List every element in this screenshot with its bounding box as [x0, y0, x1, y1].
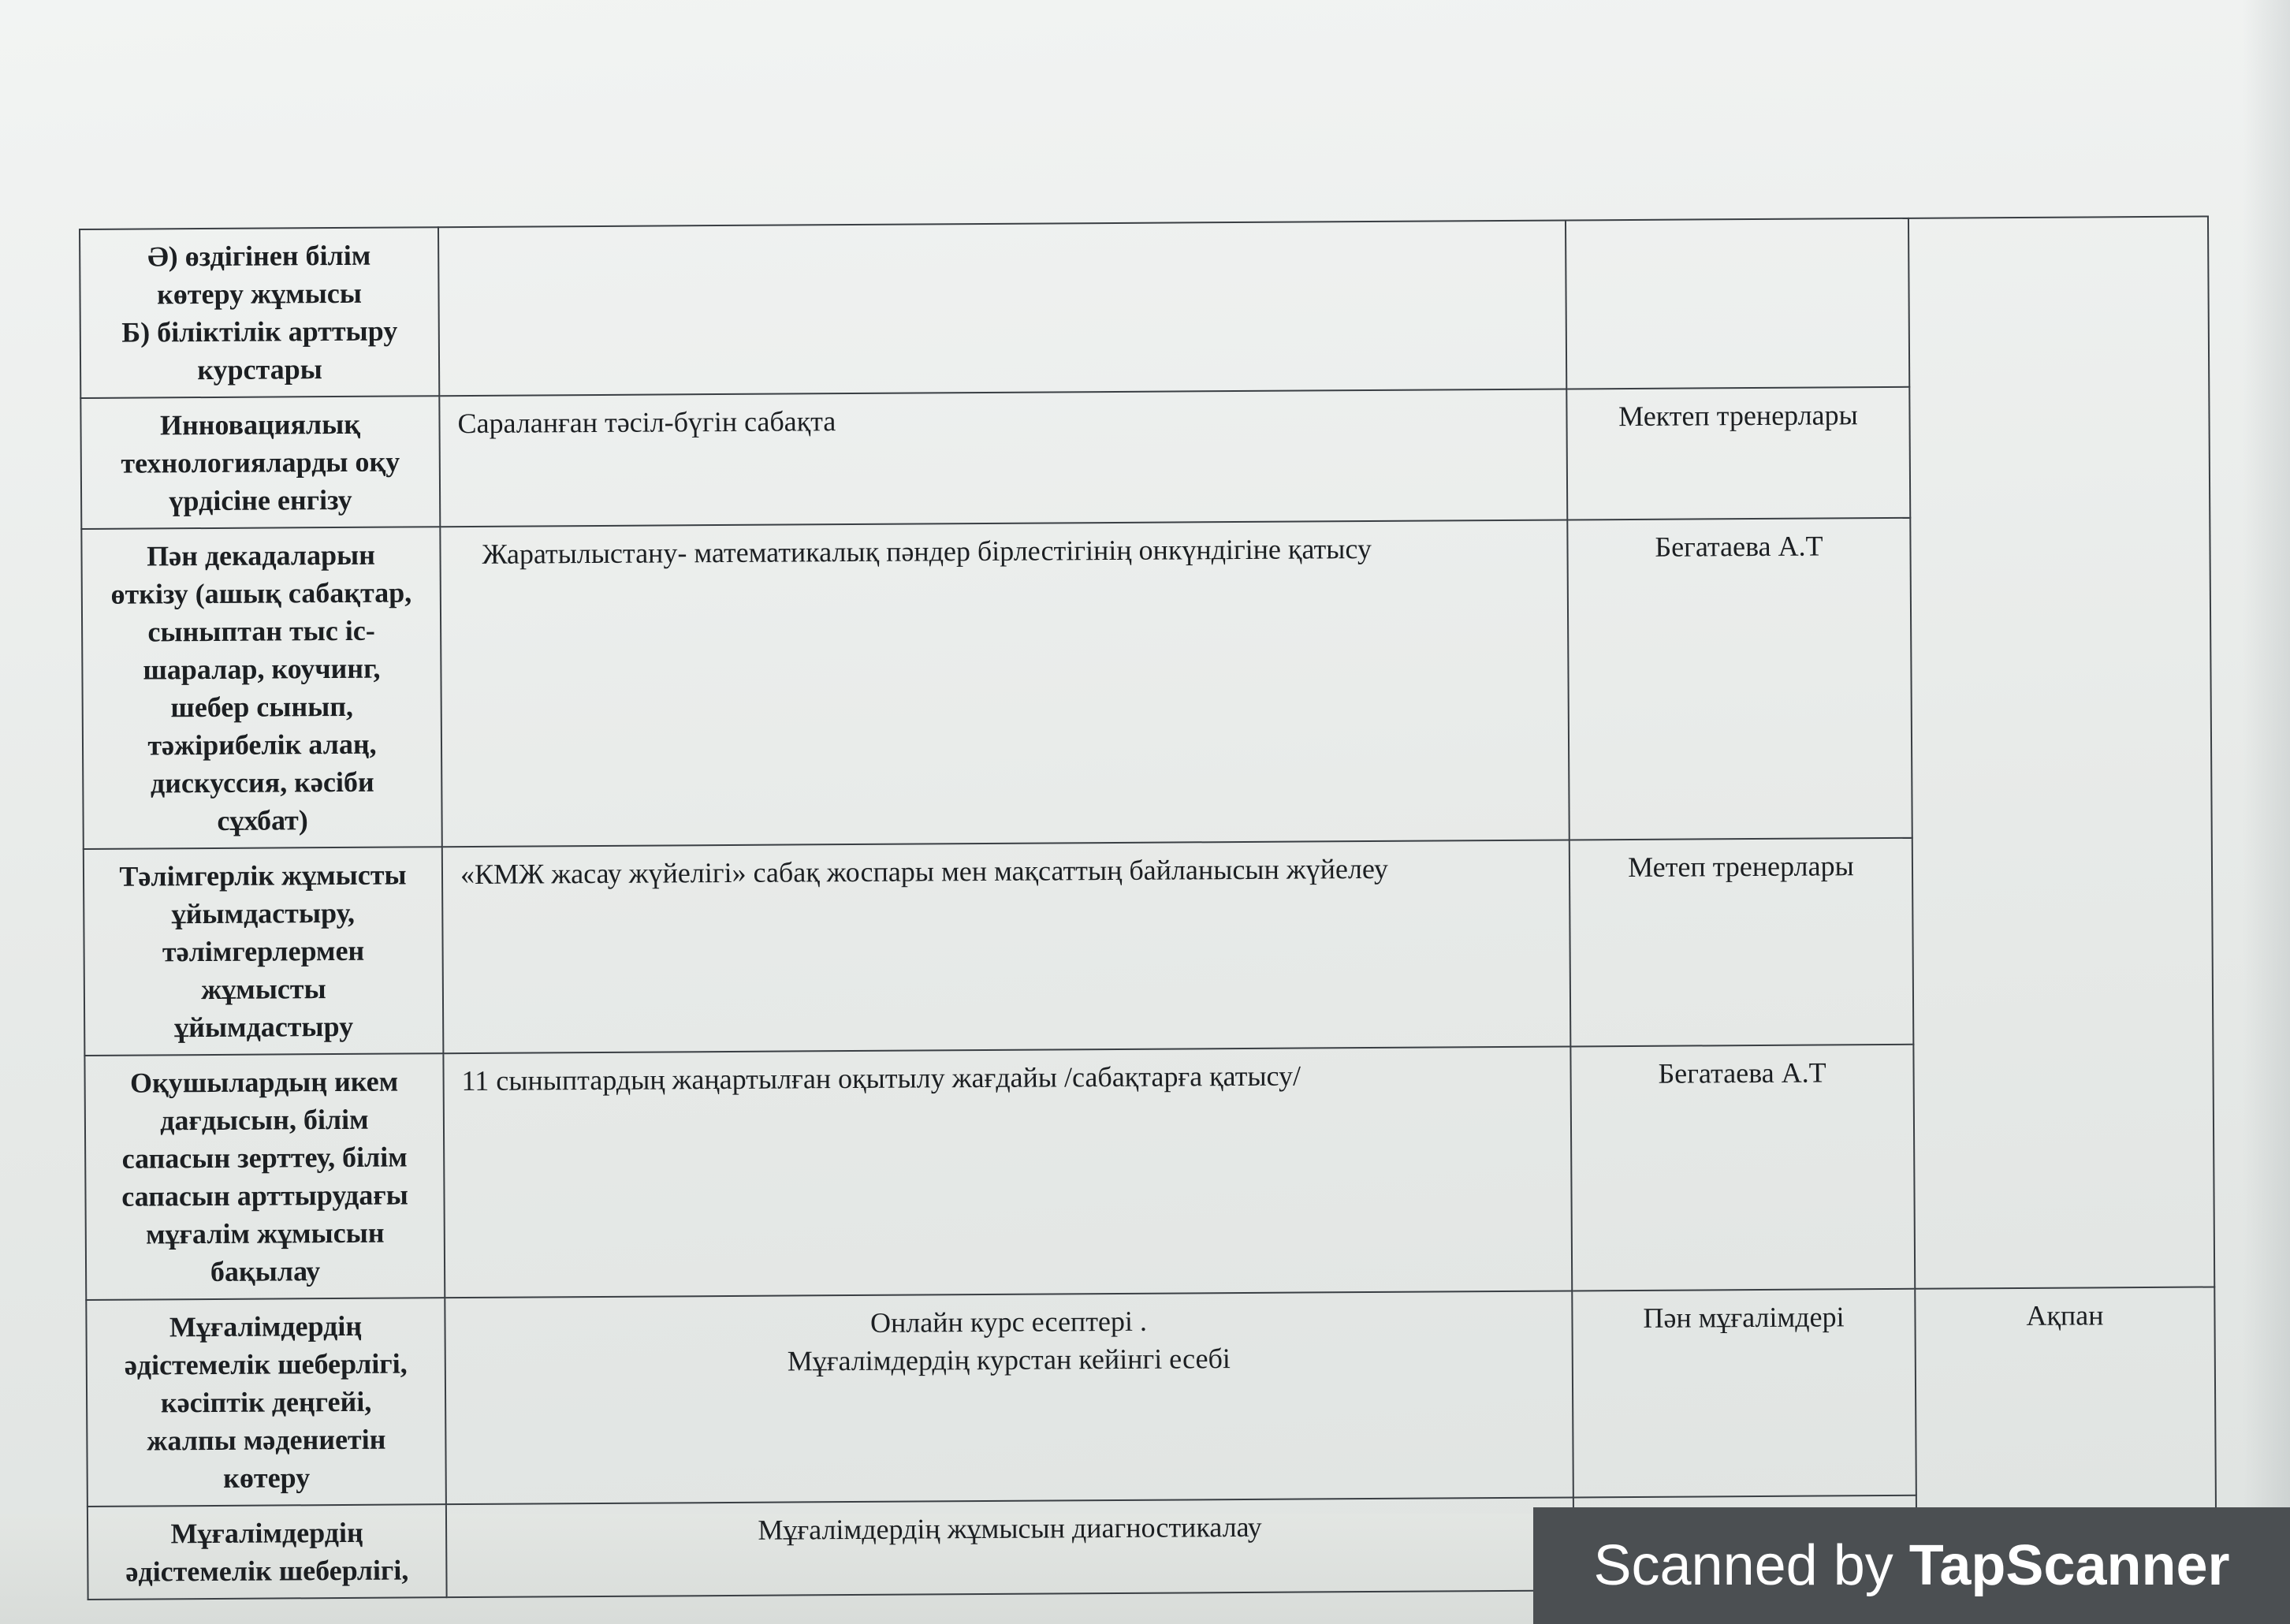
topic-line: жұмысты: [201, 973, 326, 1006]
topic-line: сапасын арттырудағы: [121, 1179, 408, 1212]
topic-line: бақылау: [210, 1255, 321, 1288]
content-line: Мұғалімдердің жұмысын диагностикалау: [758, 1510, 1262, 1546]
topic-line: ұйымдастыру: [174, 1010, 354, 1044]
term-cell: [1908, 217, 2214, 1289]
content-line: Мұғалімдердің курстан кейінгі есебі: [787, 1343, 1231, 1377]
topic-cell: [86, 1298, 446, 1507]
watermark-prefix: Scanned by: [1593, 1534, 1893, 1597]
topic-line: мұғалім жұмысын: [145, 1216, 385, 1250]
plan-table: [79, 215, 2217, 1600]
topic-line: жалпы мәдениетін: [147, 1423, 386, 1457]
content-line: «КМЖ жасау жүйелігі» сабақ жоспары мен мақсаттың байланысын жүйелеу: [460, 852, 1389, 891]
topic-line: Тәлімгерлік жұмысты: [119, 859, 407, 892]
content-line: Сараланған тәсіл-бүгін сабақта: [457, 405, 836, 440]
content-cell: [438, 220, 1566, 396]
table-row: [81, 516, 2211, 848]
content-line: Жаратылыстану- математикалық пәндер бірлестігінің онкүндігіне қатысу: [482, 532, 1372, 570]
topic-line: Пән декадаларын: [147, 538, 376, 572]
responsible-cell: Метеп тренерлары: [1569, 838, 1914, 1047]
topic-cell: [80, 227, 439, 398]
topic-line: Мұғалімдердің: [170, 1516, 363, 1550]
table-row: [86, 1287, 2216, 1506]
topic-line: сұхбат): [217, 804, 308, 836]
topic-line: шебер сынып,: [170, 690, 354, 724]
table-row: [84, 1042, 2214, 1299]
topic-line: тәлімгерлермен: [162, 934, 365, 968]
topic-line: Ә) өздігінен білім: [147, 239, 371, 273]
topic-line: Инновациялық: [159, 408, 361, 441]
topic-cell: [81, 527, 441, 849]
content-cell: [440, 520, 1569, 847]
topic-cell: [88, 1504, 447, 1600]
topic-line: дағдысын, білім: [160, 1103, 369, 1137]
scanner-watermark: [1533, 1507, 2290, 1624]
topic-line: әдістемелік шеберлігі,: [125, 1554, 409, 1588]
topic-line: көтеру жұмысы: [156, 277, 363, 311]
topic-line: технологияларды оқу: [121, 445, 400, 479]
responsible-cell: Бегатаева А.Т: [1567, 518, 1912, 840]
topic-line: көтеру: [223, 1462, 311, 1494]
topic-cell: [84, 1053, 445, 1300]
content-line: Онлайн курс есептері .: [869, 1305, 1148, 1339]
responsible-cell: [1566, 218, 1909, 389]
topic-line: өткізу (ашық сабақтар,: [110, 576, 412, 610]
topic-line: кәсіптік деңгейі,: [160, 1385, 372, 1419]
responsible-cell: Бегатаева А.Т: [1570, 1045, 1915, 1291]
topic-line: сыныптан тыс іс-: [147, 614, 375, 648]
content-cell: [445, 1291, 1573, 1504]
topic-line: шаралар, коучинг,: [143, 652, 381, 686]
topic-line: курстары: [197, 353, 322, 386]
responsible-cell: Мектеп тренерлары: [1566, 387, 1910, 520]
table-row: [80, 385, 2210, 528]
watermark-brand: TapScanner: [1908, 1534, 2230, 1597]
content-cell: [442, 840, 1571, 1053]
topic-line: Мұғалімдердің: [169, 1309, 363, 1343]
topic-line: Оқушылардың икем: [129, 1065, 399, 1099]
topic-line: Б) біліктілік арттыру: [121, 315, 398, 348]
page-edge-shadow: [2243, 0, 2290, 1545]
responsible-cell: Пән мұғалімдері: [1572, 1289, 1916, 1498]
topic-cell: [80, 396, 440, 529]
topic-cell: [84, 847, 444, 1056]
term-cell: Ақпан: [1915, 1287, 2216, 1588]
content-cell: [443, 1046, 1572, 1298]
topic-line: дискуссия, кәсіби: [150, 765, 374, 799]
content-cell: [439, 389, 1567, 527]
table-row: [84, 836, 2214, 1055]
topic-line: сапасын зерттеу, білім: [121, 1141, 408, 1175]
topic-line: тәжірибелік алаң,: [147, 728, 377, 762]
topic-line: ұйымдастыру,: [171, 896, 356, 930]
content-line: 11 сыныптардың жаңартылған оқытылу жағдайы /сабақтарға қатысу/: [461, 1060, 1301, 1097]
topic-line: үрдісіне енгізу: [169, 483, 352, 517]
table-row: [80, 217, 2209, 398]
topic-line: әдістемелік шеберлігі,: [124, 1347, 408, 1381]
content-cell: [446, 1497, 1574, 1597]
